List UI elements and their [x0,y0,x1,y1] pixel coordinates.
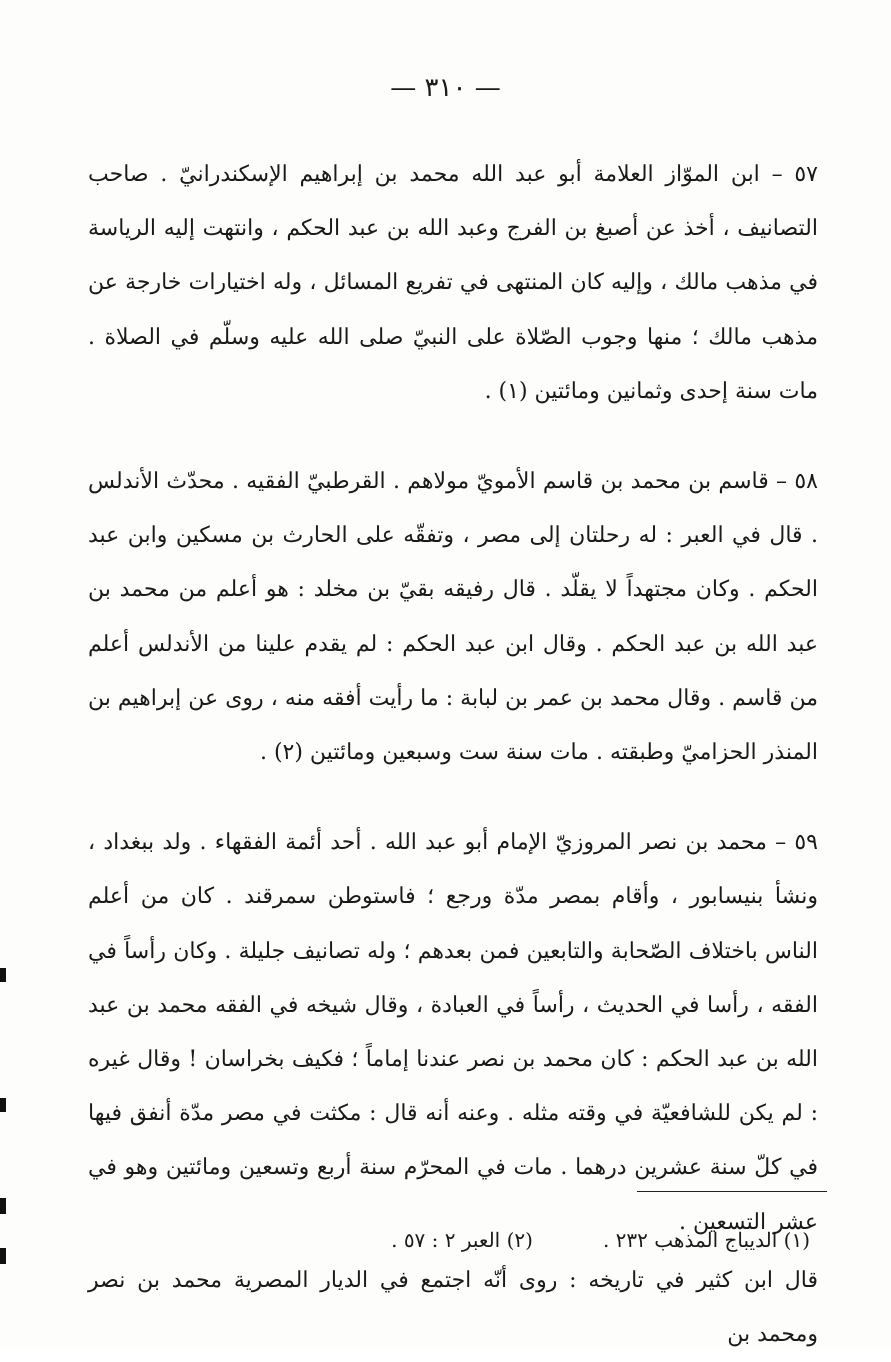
footnote-1: (١) الديباج المذهب ٢٣٢ . [602,1228,810,1252]
entry-58: ٥٨ – قاسم بن محمد بن قاسم الأمويّ مولاهم . القرطبيّ الفقيه . محدّث الأندلس . قال في العبر : له رحلتان إلى مصر ، وتفقّه على الحارث بن مسكين وابن عبد الحكم . وكان مجتهداً لا يقلّد . قال رفيقه بقيّ بن مخلد : هو أعلم من محمد بن عبد الله بن عبد الحكم . وقال ابن عبد الحكم : لم يقدم علينا من الأندلس أعلم من قاسم . وقال محمد بن عمر بن لبابة : ما رأيت أفقه منه ، روى عن إبراهيم بن المنذر الحزاميّ وطبقته . مات سنة ست وسبعين ومائتين (٢) . [88,469,818,766]
footnote-2: (٢) العبر ٢ : ٥٧ . [391,1228,533,1252]
footnote-separator [637,1191,827,1192]
entry-57: ٥٧ – ابن الموّاز العلامة أبو عبد الله محمد بن إبراهيم الإسكندرانيّ . صاحب التصانيف ، أخذ عن أصبغ بن الفرج وعبد الله بن عبد الحكم ، وانتهت إليه الرياسة في مذهب مالك ، وإليه كان المنتهى في تفريع المسائل ، وله اختيارات خارجة عن مذهب مالك ؛ منها وجوب الصّلاة على النبيّ صلى الله عليه وسلّم في الصلاة . مات سنة إحدى وثمانين ومائتين (١) . [88,162,818,404]
body-text [88,148,818,1362]
scan-edge-mark [0,1248,6,1264]
scan-edge-mark [0,1098,6,1112]
entry-59: ٥٩ – محمد بن نصر المروزيّ الإمام أبو عبد الله . أحد أئمة الفقهاء . ولد ببغداد ، ونشأ بنيسابور ، وأقام بمصر مدّة ورجع ؛ فاستوطن سمرقند . كان من أعلم الناس باختلاف الصّحابة والتابعين فمن بعدهم ؛ وله تصانيف جليلة . وكان رأساً في الفقه ، رأسا في الحديث ، رأساً في العبادة ، وقال شيخه في الفقه محمد بن عبد الله بن عبد الحكم : كان محمد بن نصر عندنا إماماً ؛ فكيف بخراسان ! وقال غيره : لم يكن للشافعيّة في وقته مثله . وعنه أنه قال : مكثت في مصر مدّة أنفق فيها في كلّ سنة عشرين درهما . مات في المحرّم سنة أربع وتسعين ومائتين وهو في عشر التسعين . [88,830,818,1235]
footnotes [300,1222,810,1258]
scan-edge-mark [0,1198,6,1214]
ibn-kathir-paragraph: قال ابن كثير في تاريخه : روى أنّه اجتمع في الديار المصرية محمد بن نصر ومحمد بن [88,1267,818,1348]
scan-edge-mark [0,968,6,982]
page-number: — ٣١٠ — [390,73,501,103]
